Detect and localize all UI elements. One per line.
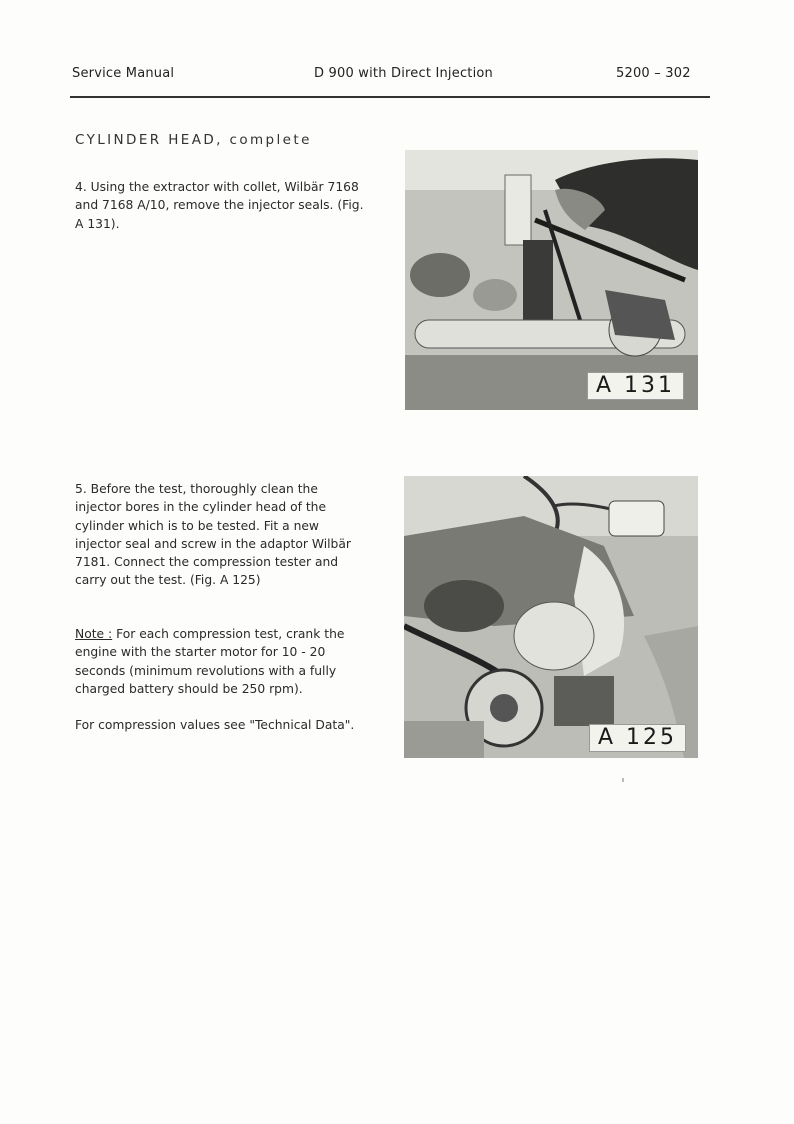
step-4-text: 4. Using the extractor with collet, Wilbär 7168 and 7168 A/10, remove the injector seals. (Fig. A 131). <box>75 180 364 231</box>
header-rule <box>70 96 710 98</box>
header-manual-title: Service Manual <box>72 66 175 81</box>
figure-label-a131: A 131 <box>587 372 684 400</box>
note-label: Note : <box>75 627 113 641</box>
section-title: CYLINDER HEAD, complete <box>75 132 312 148</box>
compression-values-reference: For compression values see "Technical Data". <box>75 718 355 732</box>
figure-label-a125: A 125 <box>589 724 686 752</box>
engine-photo-compression-tester-icon <box>404 476 698 758</box>
note-text: For each compression test, crank the engine with the starter motor for 10 - 20 seconds (minimum revolutions with a fully charged battery should be 250 rpm). <box>75 627 345 696</box>
scan-speck <box>622 778 624 782</box>
engine-photo-injector-extractor-icon <box>405 150 698 410</box>
header-page-number: 5200 – 302 <box>616 66 691 81</box>
step-5-text: 5. Before the test, thoroughly clean the injector bores in the cylinder head of the cylinder which is to be tested. Fit a new injector seal and screw in the adaptor Wilbär 7181. Connect the compression tester and carry out the test. (Fig. A 125) <box>75 482 351 588</box>
note-paragraph <box>75 625 365 698</box>
figure-a125 <box>404 476 698 758</box>
header-model: D 900 with Direct Injection <box>314 66 493 81</box>
figure-a131 <box>405 150 698 410</box>
